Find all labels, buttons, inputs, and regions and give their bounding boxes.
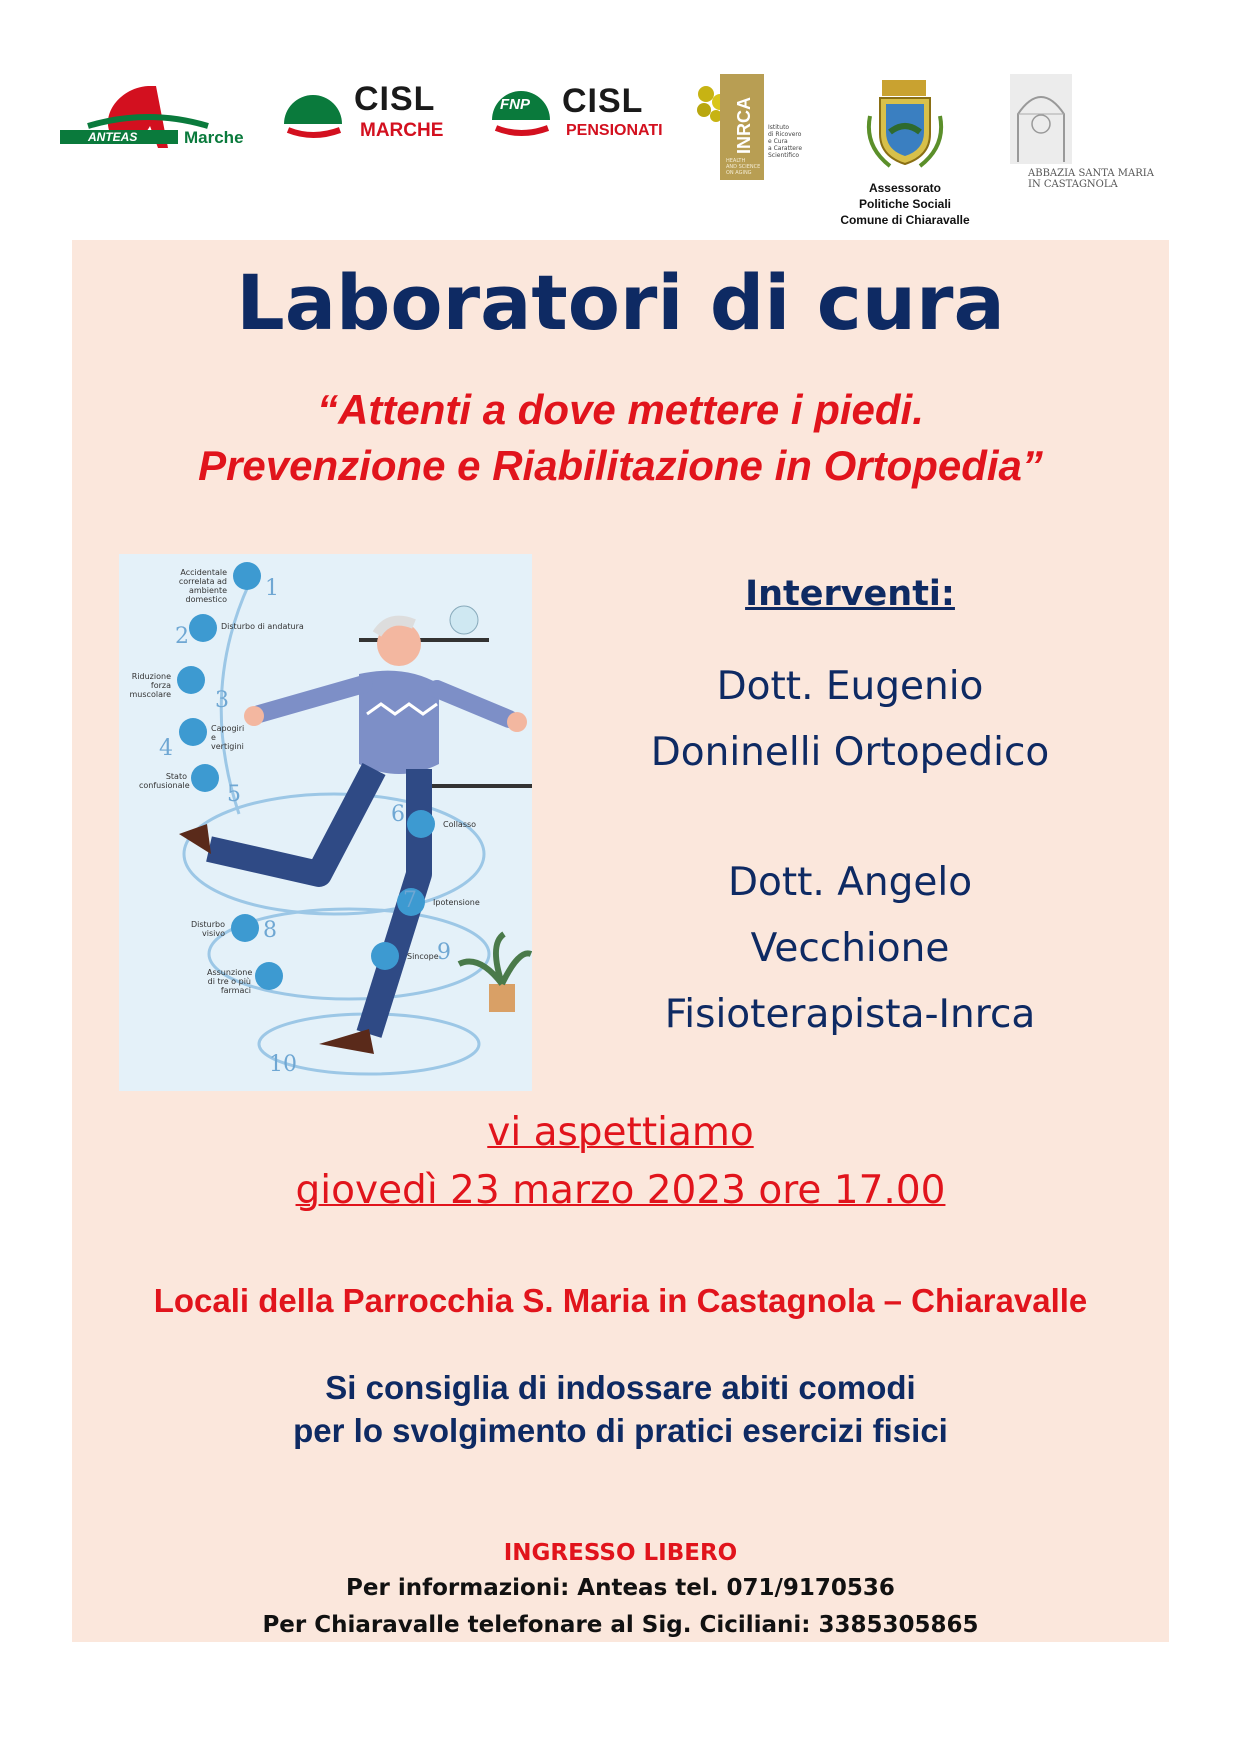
cisl-marche-logo: [282, 78, 462, 148]
comune-line: Comune di Chiaravalle: [840, 213, 970, 227]
speaker-second: [600, 850, 1100, 1048]
contact-line: Per Chiaravalle telefonare al Sig. Ciciliani: 3385305865: [262, 1612, 979, 1638]
invite-line-2: giovedì 23 marzo 2023 ore 17.00: [295, 1168, 946, 1213]
risk-label: Riduzione forza muscolare: [129, 672, 171, 699]
advice-line: per lo svolgimento di pratici esercizi fisici: [293, 1412, 948, 1449]
risk-number: 8: [263, 918, 277, 943]
speaker-line: Doninelli Ortopedico: [650, 730, 1050, 775]
advice-line: Si consiglia di indossare abiti comodi: [325, 1369, 916, 1406]
anteas-logo: [58, 78, 258, 158]
advice-text: [72, 1366, 1169, 1452]
inrca-name: INRCA: [734, 97, 754, 154]
inrca-desc: e Cura: [768, 138, 788, 145]
comune-line: Assessorato: [868, 181, 942, 195]
risk-label: Sincope: [407, 952, 439, 961]
risk-number: 4: [159, 736, 173, 761]
fnp-badge: FNP: [500, 96, 530, 113]
cisl-dome-icon: [282, 80, 344, 142]
comune-logo: [820, 76, 990, 228]
coat-of-arms-icon: [860, 76, 950, 172]
inrca-tag: AND SCIENCE: [726, 164, 761, 170]
risk-label: Disturbo di andatura: [221, 622, 304, 631]
abbazia-line: IN CASTAGNOLA: [1028, 179, 1118, 190]
cisl-marche-sub: MARCHE: [360, 120, 444, 141]
speaker-line: Vecchione: [750, 926, 950, 971]
speakers-heading: Interventi:: [745, 574, 955, 614]
subtitle-line-2: Prevenzione e Riabilitazione in Ortopedia”: [198, 442, 1043, 489]
risk-number: 3: [215, 688, 229, 713]
risk-number: 2: [175, 624, 189, 649]
risk-number: 1: [265, 576, 279, 601]
inrca-logo: [690, 74, 810, 186]
free-entry: INGRESSO LIBERO: [503, 1540, 738, 1566]
speaker-line: Fisioterapista-Inrca: [664, 992, 1036, 1037]
abbazia-line: ABBAZIA SANTA MARIA: [1028, 168, 1154, 179]
anteas-region: Marche: [184, 128, 244, 147]
risk-label: Capogiri e vertigini: [211, 724, 245, 751]
risk-label: Stato confusionale: [139, 772, 190, 790]
cisl-marche-name: CISL: [354, 80, 436, 118]
risk-number: 9: [437, 940, 451, 965]
inrca-desc: Istituto: [768, 124, 790, 131]
inrca-tag: ON AGING: [726, 170, 752, 176]
inrca-tag: HEALTH: [726, 158, 746, 164]
fnp-cisl-sub: PENSIONATI: [566, 122, 663, 139]
risk-label: Accidentale correlata ad ambiente domestico: [178, 568, 227, 604]
fnp-cisl-name: CISL: [562, 82, 644, 120]
abbey-arch-icon: [1010, 74, 1072, 164]
risk-number: 6: [391, 802, 405, 827]
speaker-line: Dott. Eugenio: [716, 664, 984, 709]
speaker-line: Dott. Angelo: [727, 860, 973, 905]
risk-label: Disturbo visivo: [190, 920, 225, 938]
event-location: Locali della Parrocchia S. Maria in Castagnola – Chiaravalle: [153, 1282, 1088, 1319]
inrca-desc: a Carattere: [768, 145, 803, 152]
inrca-desc: Scientifico: [768, 152, 800, 159]
invite-line-1: vi aspettiamo: [487, 1110, 754, 1155]
anteas-brand: ANTEAS: [88, 130, 138, 144]
risk-label: Collasso: [443, 820, 477, 829]
risk-number: 5: [227, 782, 241, 807]
risk-number: 7: [403, 888, 417, 913]
speaker-first: [600, 654, 1100, 786]
risk-label: Ipotensione: [433, 898, 480, 907]
abbazia-logo: [1010, 74, 1170, 194]
risk-label: Assunzione di tre o più farmaci: [207, 968, 253, 995]
speakers-section: [600, 574, 1100, 614]
subtitle-line-1: “Attenti a dove mettere i piedi.: [317, 386, 924, 433]
fnp-cisl-logo: [490, 80, 680, 150]
risk-number: 10: [269, 1052, 297, 1077]
inrca-desc: di Ricovero: [768, 131, 802, 138]
info-line: Per informazioni: Anteas tel. 071/9170536: [346, 1575, 895, 1601]
page-title: Laboratori di cura: [236, 258, 1005, 347]
fall-risk-illustration: [119, 554, 532, 1091]
comune-line: Politiche Sociali: [858, 197, 952, 211]
